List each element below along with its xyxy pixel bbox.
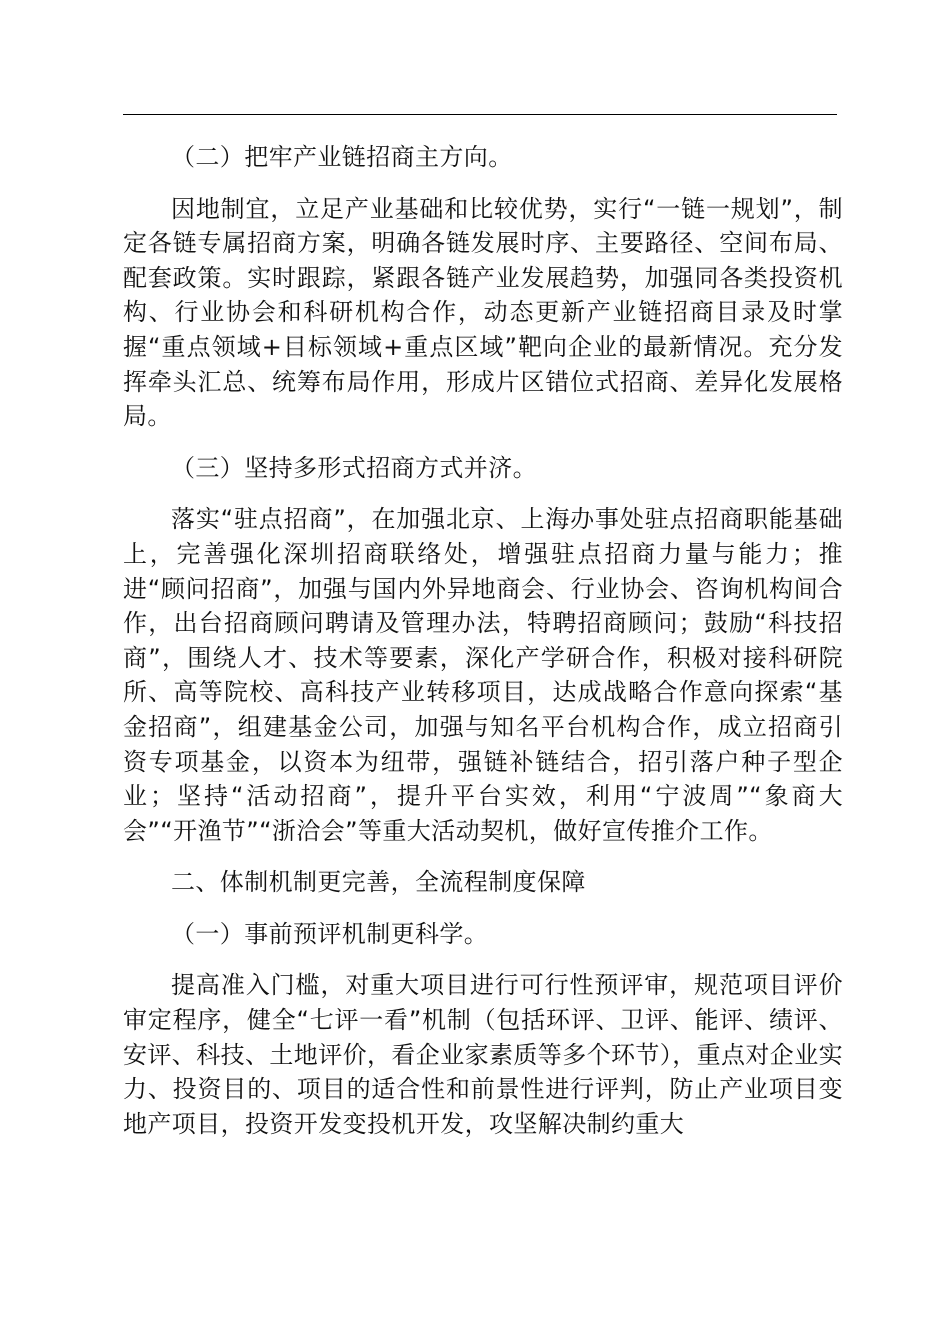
section-heading-3: （三）坚持多形式招商方式并济。 xyxy=(171,453,537,482)
header-rule xyxy=(123,114,837,115)
paragraph-pre-evaluation: 提高准入门槛，对重大项目进行可行性预评审，规范项目评价审定程序，健全“七评一看”机制（包括环评、卫评、能评、绩评、安评、科技、土地评价，看企业家素质等多个环节），重点对企业实力、投资目的、项目的适合性和前景性进行评判，防止产业项目变地产项目，投资开发变投机开发，攻坚解决制约重大 xyxy=(123,971,843,1138)
section-heading-1: （一）事前预评机制更科学。 xyxy=(171,919,489,948)
document-body xyxy=(123,140,843,1141)
chapter-heading-two: 二、体制机制更完善，全流程制度保障 xyxy=(171,868,586,897)
section-heading-2: （二）把牢产业链招商主方向。 xyxy=(171,143,513,171)
paragraph-investment-methods: 落实“驻点招商”，在加强北京、上海办事处驻点招商职能基础上，完善强化深圳招商联络处，增强驻点招商力量与能力；推进“顾问招商”，加强与国内外异地商会、行业协会、咨询机构间合作，出台招商顾问聘请及管理办法，特聘招商顾问；鼓励“科技招商”，围绕人才、技术等要素，深化产学研合作，积极对接科研院所、高等院校、高科技产业转移项目，达成战略合作意向探索“基金招商”，组建基金公司，加强与知名平台机构合作，成立招商引资专项基金，以资本为纽带，强链补链结合，招引落户种子型企业；坚持“活动招商”，提升平台实效，利用“宁波周”“象商大会”“开渔节”“浙洽会”等重大活动契机，做好宣传推介工作。 xyxy=(123,505,844,845)
paragraph-industry-chain: 因地制宜，立足产业基础和比较优势，实行“一链一规划”，制定各链专属招商方案，明确各链发展时序、主要路径、空间布局、配套政策。实时跟踪，紧跟各链产业发展趋势，加强同各类投资机构、行业协会和科研机构合作，动态更新产业链招商目录及时掌握“重点领域+目标领域+重点区域”靶向企业的最新情况。充分发挥牵头汇总、统筹布局作用，形成片区错位式招商、差异化发展格局。 xyxy=(123,194,843,431)
